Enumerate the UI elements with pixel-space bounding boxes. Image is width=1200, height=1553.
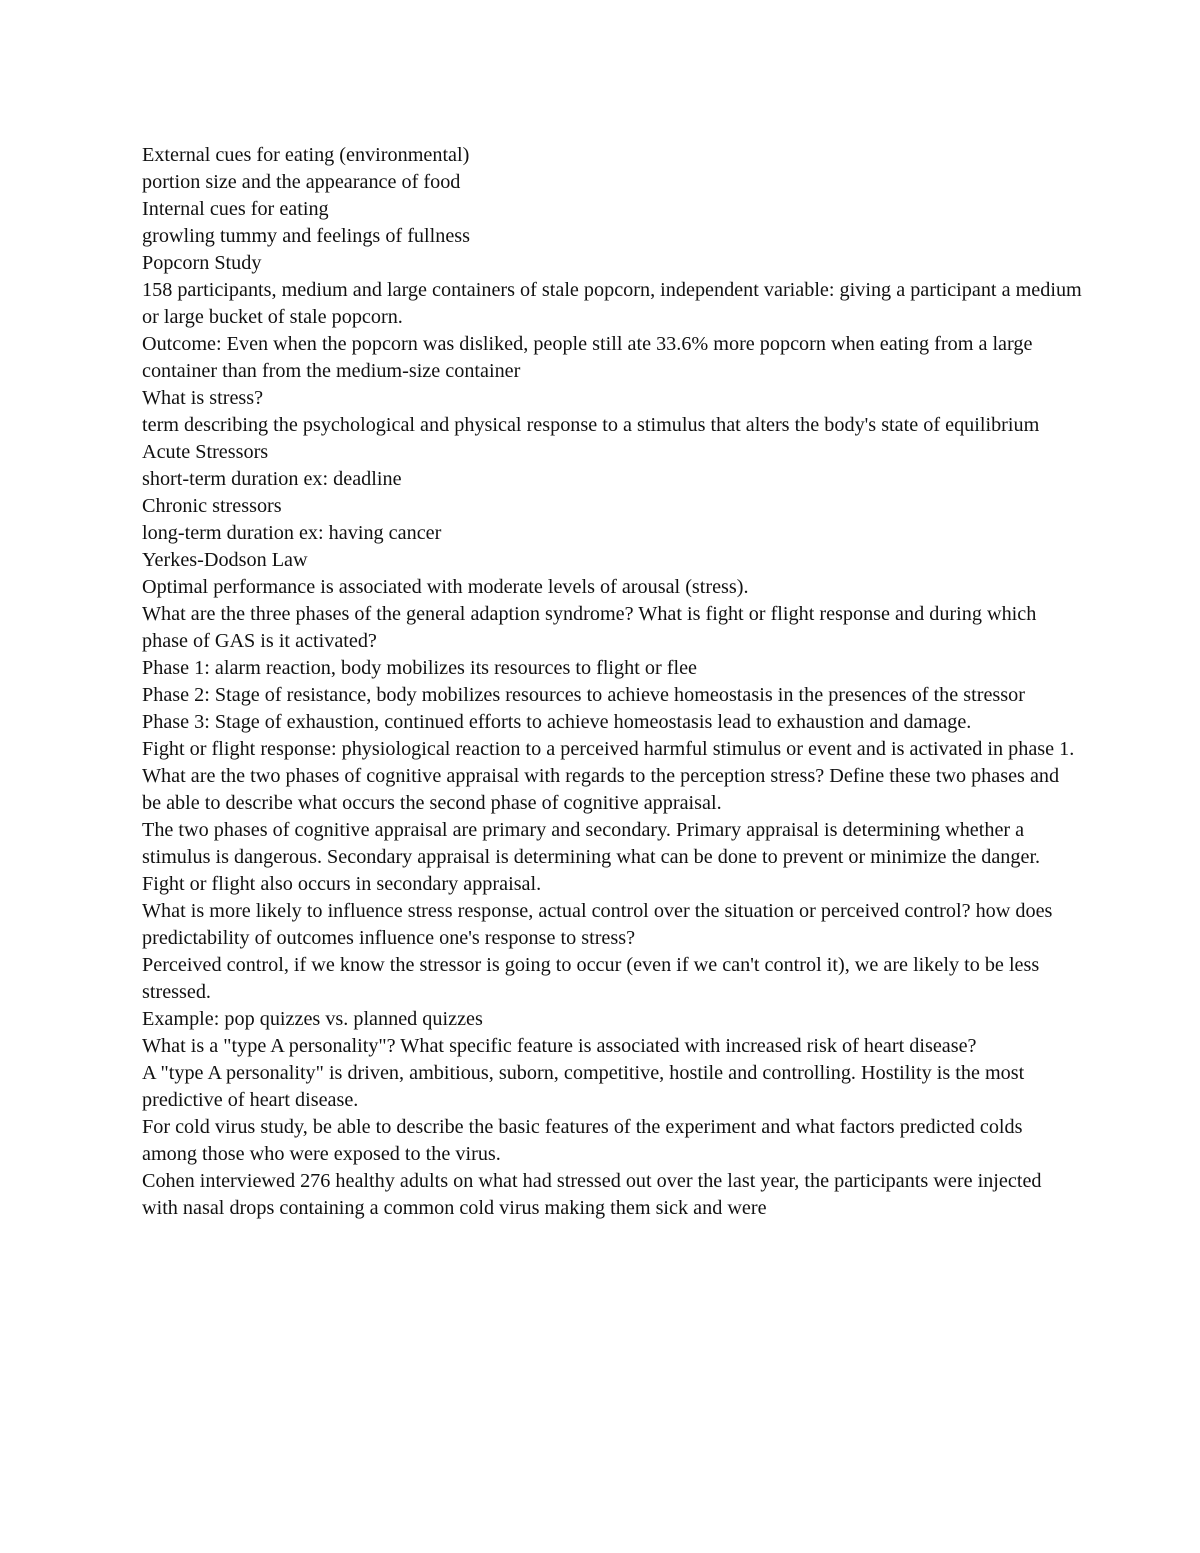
- paragraph: What is more likely to influence stress response, actual control over the situation or perceived control? how does predictability of outcomes influence one's response to stress?: [142, 900, 1053, 949]
- paragraph: portion size and the appearance of food: [142, 171, 461, 193]
- paragraph: A "type A personality" is driven, ambitious, suborn, competitive, hostile and controlling. Hostility is the most predictive of heart disease.: [142, 1062, 1025, 1111]
- paragraph: Phase 1: alarm reaction, body mobilizes its resources to flight or flee: [142, 657, 697, 679]
- paragraph: What are the three phases of the general adaption syndrome? What is fight or flight response and during which phase of GAS is it activated?: [142, 603, 1037, 652]
- paragraph: Popcorn Study: [142, 252, 262, 274]
- paragraph: Optimal performance is associated with moderate levels of arousal (stress).: [142, 576, 749, 598]
- paragraph: Cohen interviewed 276 healthy adults on what had stressed out over the last year, the participants were injected with nasal drops containing a common cold virus making them sick and were: [142, 1170, 1042, 1219]
- paragraph: What is stress?: [142, 387, 264, 409]
- paragraph: What is a "type A personality"? What specific feature is associated with increased risk of heart disease?: [142, 1035, 977, 1057]
- paragraph: 158 participants, medium and large containers of stale popcorn, independent variable: giving a participant a medium or large bucket of stale popcorn.: [142, 279, 1082, 328]
- paragraph: External cues for eating (environmental): [142, 144, 470, 166]
- paragraph: Perceived control, if we know the stressor is going to occur (even if we can't control it), we are likely to be less stressed.: [142, 954, 1040, 1003]
- paragraph: long-term duration ex: having cancer: [142, 522, 442, 544]
- document-body: [142, 142, 1082, 1222]
- paragraph: Phase 2: Stage of resistance, body mobilizes resources to achieve homeostasis in the presences of the stressor: [142, 684, 1025, 706]
- paragraph: Yerkes-Dodson Law: [142, 549, 308, 571]
- paragraph: Phase 3: Stage of exhaustion, continued efforts to achieve homeostasis lead to exhaustion and damage.: [142, 711, 972, 733]
- paragraph: Acute Stressors: [142, 441, 269, 463]
- paragraph: Fight or flight response: physiological reaction to a perceived harmful stimulus or event and is activated in phase 1.: [142, 738, 1075, 760]
- paragraph: Internal cues for eating: [142, 198, 329, 220]
- paragraph: term describing the psychological and physical response to a stimulus that alters the body's state of equilibrium: [142, 414, 1040, 436]
- paragraph: Example: pop quizzes vs. planned quizzes: [142, 1008, 483, 1030]
- paragraph: The two phases of cognitive appraisal are primary and secondary. Primary appraisal is determining whether a stimulus is dangerous. Secondary appraisal is determining what can be done to prevent or minimize the danger. Fight or flight also occurs in secondary appraisal.: [142, 819, 1041, 895]
- paragraph: For cold virus study, be able to describe the basic features of the experiment and what factors predicted colds among those who were exposed to the virus.: [142, 1116, 1023, 1165]
- paragraph: growling tummy and feelings of fullness: [142, 225, 470, 247]
- paragraph: Outcome: Even when the popcorn was disliked, people still ate 33.6% more popcorn when eating from a large container than from the medium-size container: [142, 333, 1033, 382]
- paragraph: short-term duration ex: deadline: [142, 468, 402, 490]
- paragraph: What are the two phases of cognitive appraisal with regards to the perception stress? Define these two phases and be able to describe what occurs the second phase of cognitive appraisal.: [142, 765, 1060, 814]
- paragraph: Chronic stressors: [142, 495, 282, 517]
